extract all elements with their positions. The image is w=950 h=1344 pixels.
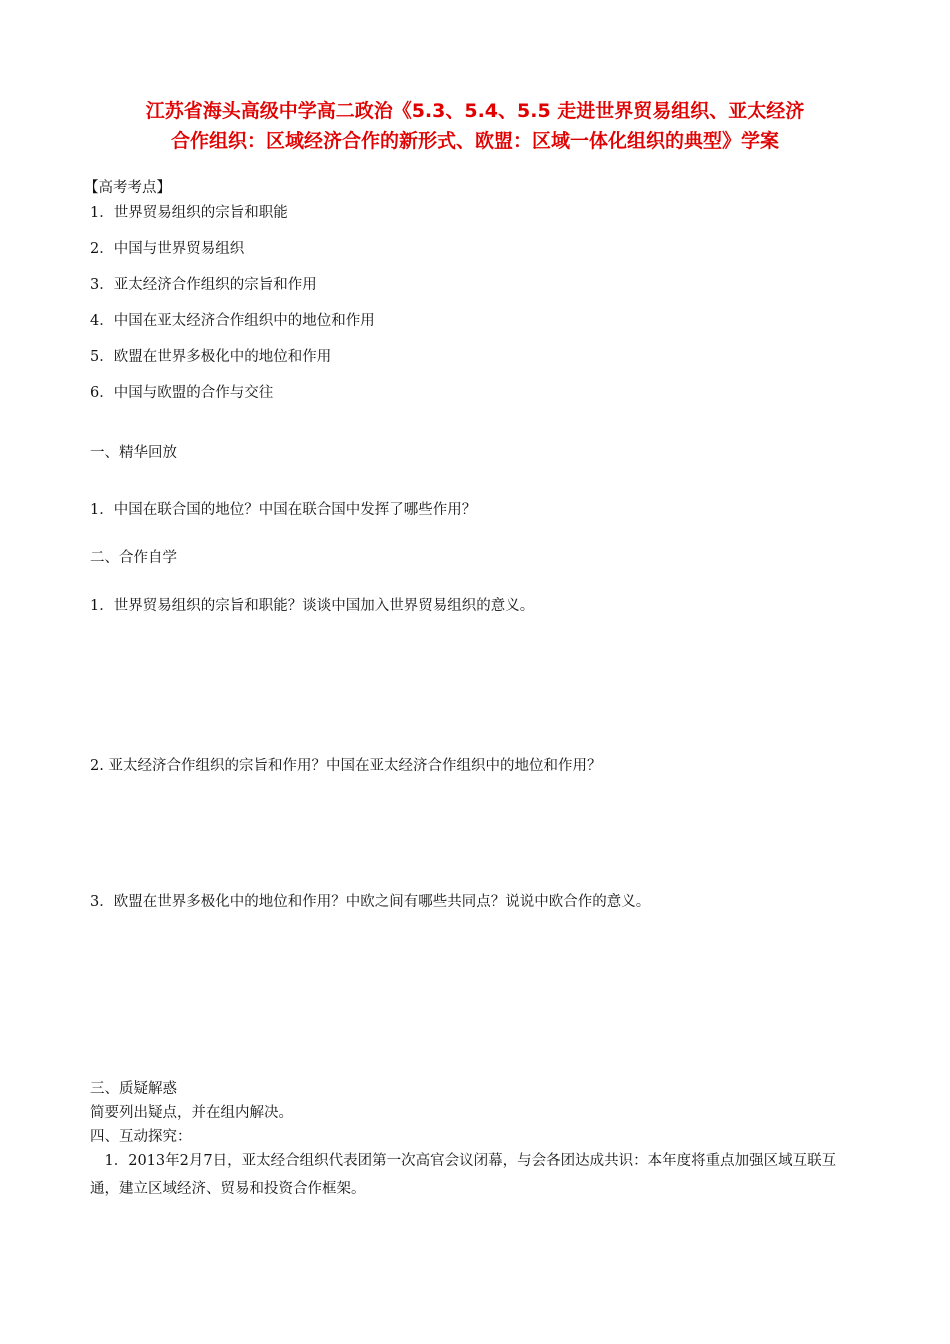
section-4-heading: 四、互动探究：: [90, 1129, 192, 1145]
exam-point-2: 2．中国与世界贸易组织: [90, 241, 245, 257]
section-4-paragraph-1: 1．2013年2月7日，亚太经合组织代表团第一次高官会议闭幕，与会各团达成共识：本年度将重点加强区域互联互通，建立区域经济、贸易和投资合作框架。: [90, 1153, 837, 1197]
exam-point-3: 3．亚太经济合作组织的宗旨和作用: [90, 277, 317, 293]
section-3-heading: 三、质疑解惑: [90, 1081, 177, 1097]
section-1-question-1: 1．中国在联合国的地位？中国在联合国中发挥了哪些作用？: [90, 502, 477, 518]
section-1-heading: 一、精华回放: [90, 445, 177, 461]
document-title-line-2: 合作组织：区域经济合作的新形式、欧盟：区域一体化组织的典型》学案: [170, 130, 779, 152]
exam-points-heading: 【高考考点】: [84, 180, 171, 196]
exam-point-5: 5．欧盟在世界多极化中的地位和作用: [90, 349, 332, 365]
section-2-heading: 二、合作自学: [90, 550, 177, 566]
section-2-question-3: 3．欧盟在世界多极化中的地位和作用？中欧之间有哪些共同点？说说中欧合作的意义。: [90, 894, 651, 910]
exam-point-4: 4．中国在亚太经济合作组织中的地位和作用: [90, 313, 375, 329]
section-2-question-1: 1．世界贸易组织的宗旨和职能？谈谈中国加入世界贸易组织的意义。: [90, 598, 535, 614]
section-3-text: 简要列出疑点，并在组内解决。: [90, 1105, 293, 1121]
section-2-question-2: 2. 亚太经济合作组织的宗旨和作用？中国在亚太经济合作组织中的地位和作用？: [90, 758, 602, 774]
exam-point-1: 1．世界贸易组织的宗旨和职能: [90, 205, 288, 221]
document-title-line-1: 江苏省海头高级中学高二政治《5.3、5.4、5.5 走进世界贸易组织、亚太经济: [145, 100, 805, 122]
exam-point-6: 6．中国与欧盟的合作与交往: [90, 385, 274, 401]
